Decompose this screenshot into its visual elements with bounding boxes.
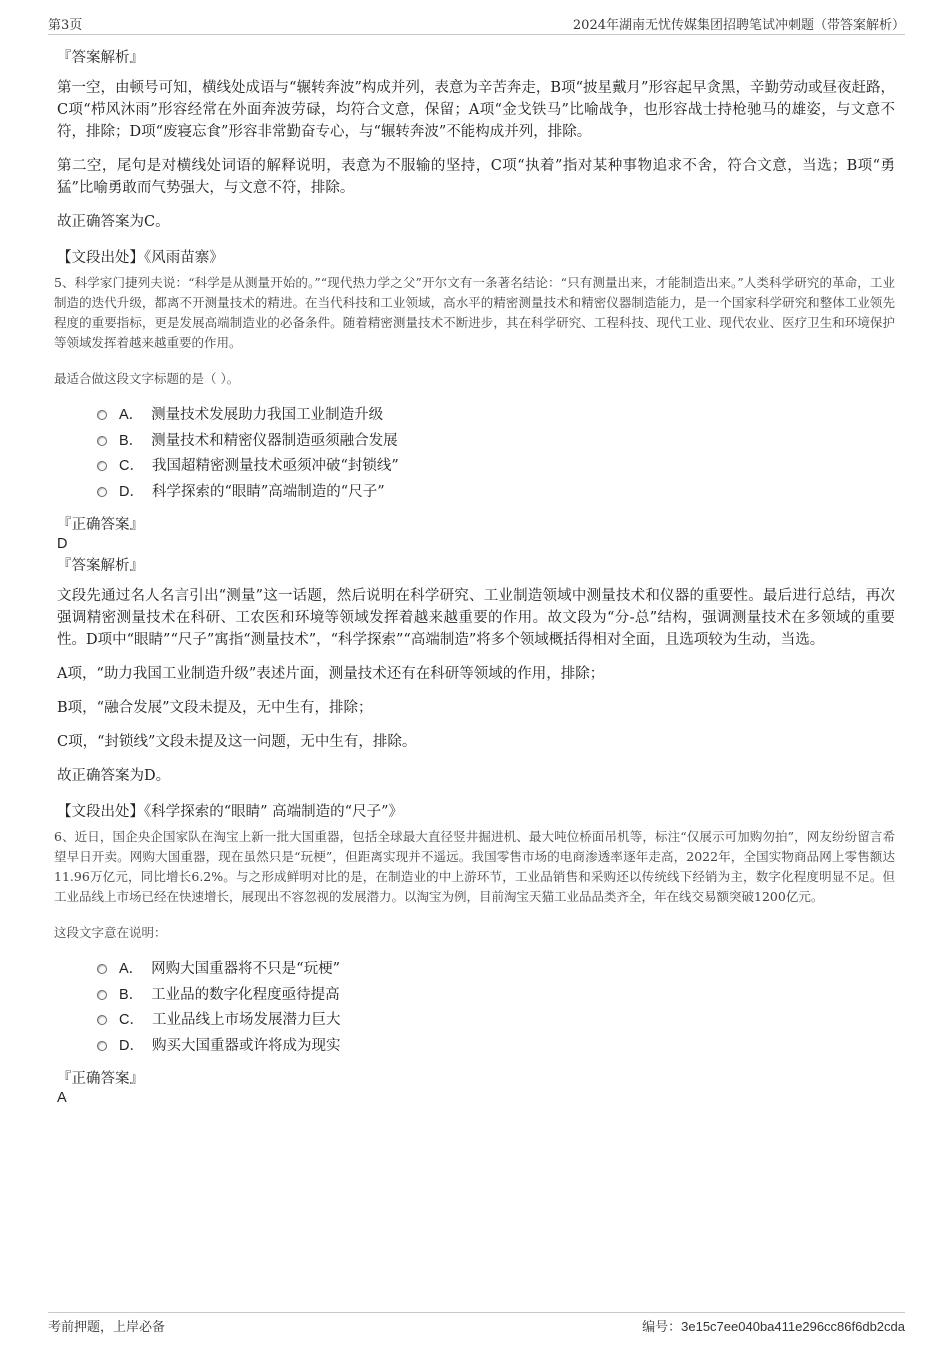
option-a[interactable]: A． 测量技术发展助力我国工业制造升级 [97,403,895,429]
option-c[interactable]: C． 工业品线上市场发展潜力巨大 [97,1008,895,1034]
radio-button[interactable] [97,990,107,1000]
analysis-conclusion: 故正确答案为D。 [57,768,171,784]
correct-answer-value: D [57,536,68,552]
question-6-text: 6、近日，国企央企国家队在淘宝上新一批大国重器，包括全球最大直径竖井掘进机、最大吨位桥面吊机等，标注“仅展示可加购勿拍”，网友纷纷留言希望早日开卖。网购大国重器，现在虽然只是“玩梗”，但距离实现并不遥远。我国零售市场的电商渗透率逐年走高，2022年，全国实物商品网上零售额达11.96万亿元，同比增长6.2%。与之形成鲜明对比的是，在制造业的中上游环节，工业品销售和采购还以传统线下经销为主，数字化程度明显不足。但工业品线上市场已经在快速增长，展现出不容忽视的发展潜力。以淘宝为例，目前淘宝天猫工业品品类齐全，年在线交易额突破1200亿元。 [54,829,895,904]
option-d[interactable]: D． 购买大国重器或许将成为现实 [97,1034,895,1060]
question-6-options [97,957,895,1059]
footer-slogan: 考前押题，上岸必备 [48,1320,166,1335]
correct-answer-label: 『正确答案』 [57,517,144,533]
analysis-label: 『答案解析』 [57,558,144,574]
option-b[interactable]: B． 工业品的数字化程度亟待提高 [97,983,895,1009]
question-6-prompt: 这段文字意在说明： [54,925,167,940]
correct-answer-label: 『正确答案』 [57,1071,144,1087]
document-id-code: 3e15c7ee040ba411e296cc86f6db2cda [681,1319,905,1334]
radio-button[interactable] [97,964,107,974]
correct-answer-value: A [57,1090,67,1106]
analysis-paragraph: B项，“融合发展”文段未提及，无中生有，排除； [57,700,373,716]
option-d[interactable]: D． 科学探索的“眼睛”高端制造的“尺子” [97,480,895,506]
document-title: 2024年湖南无忧传媒集团招聘笔试冲刺题（带答案解析） [572,18,905,33]
analysis-paragraph: 文段先通过名人名言引出“测量”这一话题，然后说明在科学研究、工业制造领域中测量技术和仪器的重要性。最后进行总结，再次强调精密测量技术在科研、工农医和环境等领域发挥着越来越重要的作用。故文段为“分-总”结构，强调测量技术在多领域的重要性。D项中“眼睛”“尺子”寓指“测量技术”，“科学探索”“高端制造”将多个领域概括得相对全面，且选项较为生动，当选。 [57,588,895,648]
radio-button[interactable] [97,436,107,446]
analysis-label: 『答案解析』 [57,50,144,66]
question-5-text: 5、科学家门捷列夫说：“科学是从测量开始的。”“现代热力学之父”开尔文有一条著名结论：“只有测量出来，才能制造出来。”人类科学研究的革命，工业制造的迭代升级，都离不开测量技术的精进。在当代科技和工业领域，高水平的精密测量技术和精密仪器制造能力，是一个国家科学研究和整体工业领先程度的重要指标，更是发展高端制造业的必备条件。随着精密测量技术不断进步，其在科学研究、工程科技、现代工业、现代农业、医疗卫生和环境保护等领域发挥着越来越重要的作用。 [54,275,895,350]
option-a[interactable]: A． 网购大国重器将不只是“玩梗” [97,957,895,983]
radio-button[interactable] [97,410,107,420]
document-id-label: 编号： [642,1320,682,1335]
option-c[interactable]: C． 我国超精密测量技术亟须冲破“封锁线” [97,454,895,480]
analysis-paragraph: A项，“助力我国工业制造升级”表述片面，测量技术还有在科研等领域的作用，排除； [57,666,605,682]
analysis-conclusion: 故正确答案为C。 [57,214,170,230]
document-body [54,45,895,1108]
source-citation: 【文段出处】《科学探索的“眼睛” 高端制造的“尺子”》 [57,804,404,820]
radio-button[interactable] [97,461,107,471]
radio-button[interactable] [97,1015,107,1025]
option-b[interactable]: B． 测量技术和精密仪器制造亟须融合发展 [97,429,895,455]
question-5-options [97,403,895,505]
analysis-paragraph: 第一空，由顿号可知，横线处成语与“辗转奔波”构成并列，表意为辛苦奔走，B项“披星戴月”形容起早贪黑，辛勤劳动或昼夜赶路，C项“栉风沐雨”形容经常在外面奔波劳碌，均符合文意，保留；A项“金戈铁马”比喻战争，也形容战士持枪驰马的雄姿，与文意不符，排除；D项“废寝忘食”形容非常勤奋专心，与“辗转奔波”不能构成并列，排除。 [57,80,895,140]
analysis-paragraph: C项，“封锁线”文段未提及这一问题，无中生有，排除。 [57,734,417,750]
document-id [642,1316,905,1335]
radio-button[interactable] [97,1041,107,1051]
page-header [48,12,905,35]
source-citation: 【文段出处】《风雨苗寨》 [57,250,224,266]
page-footer [48,1312,905,1335]
radio-button[interactable] [97,487,107,497]
analysis-paragraph: 第二空，尾句是对横线处词语的解释说明，表意为不服输的坚持，C项“执着”指对某种事物追求不舍，符合文意，当选；B项“勇猛”比喻勇敢而气势强大，与文意不符，排除。 [57,158,895,196]
page-number: 第3页 [48,18,83,33]
question-5-prompt: 最适合做这段文字标题的是（ ）。 [54,371,240,386]
